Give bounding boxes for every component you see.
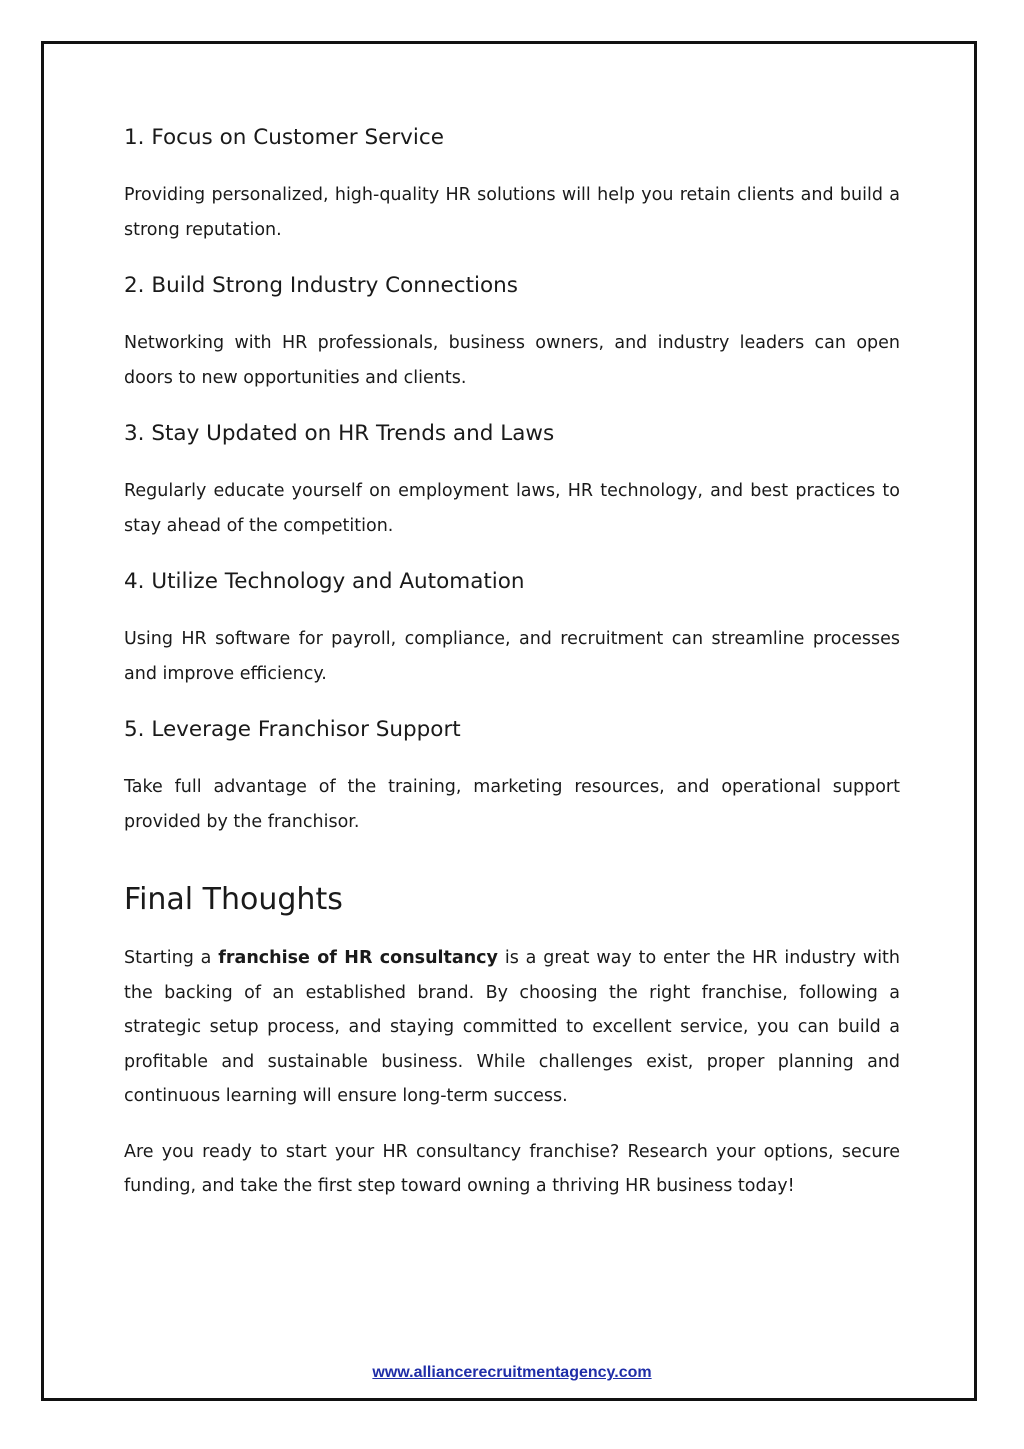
final-para-1-end: is a great way to enter the HR industry with the backing of an established brand. By choosing the right franchise, following a strategic setup process, and staying committed to excellent service, you can build a profitable and sustainable business. While challenges exist, proper planning and continuous learning will ensure long-term success. bbox=[124, 948, 901, 1106]
footer-website-link[interactable]: www.alliancerecruitmentagency.com bbox=[372, 1364, 652, 1381]
final-para-1-bold-phrase: franchise of HR consultancy bbox=[218, 948, 498, 968]
final-para-1-start: Starting a bbox=[124, 948, 219, 968]
final-thoughts-heading: Final Thoughts bbox=[124, 882, 343, 917]
final-thoughts-paragraph-2: Are you ready to start your HR consultancy franchise? Research your options, secure funding, and take the first step toward owning a thriving HR business today! bbox=[124, 1141, 900, 1196]
section-body-industry-connections: Networking with HR professionals, business owners, and industry leaders can open doors to new opportunities and clients. bbox=[124, 333, 900, 388]
document-content bbox=[124, 120, 900, 1204]
section-heading-franchisor-support: 5. Leverage Franchisor Support bbox=[124, 717, 461, 742]
section-heading-hr-trends: 3. Stay Updated on HR Trends and Laws bbox=[124, 421, 555, 446]
section-body-hr-trends: Regularly educate yourself on employment laws, HR technology, and best practices to stay ahead of the competition. bbox=[124, 481, 900, 536]
section-body-technology: Using HR software for payroll, compliance, and recruitment can streamline processes and improve efficiency. bbox=[124, 629, 900, 684]
section-body-franchisor-support: Take full advantage of the training, marketing resources, and operational support provided by the franchisor. bbox=[124, 777, 900, 832]
section-heading-customer-service: 1. Focus on Customer Service bbox=[124, 125, 444, 150]
section-body-customer-service: Providing personalized, high-quality HR solutions will help you retain clients and build a strong reputation. bbox=[124, 185, 900, 240]
final-thoughts-paragraph-1 bbox=[124, 941, 900, 1114]
section-heading-industry-connections: 2. Build Strong Industry Connections bbox=[124, 273, 518, 298]
section-heading-technology: 4. Utilize Technology and Automation bbox=[124, 569, 525, 594]
